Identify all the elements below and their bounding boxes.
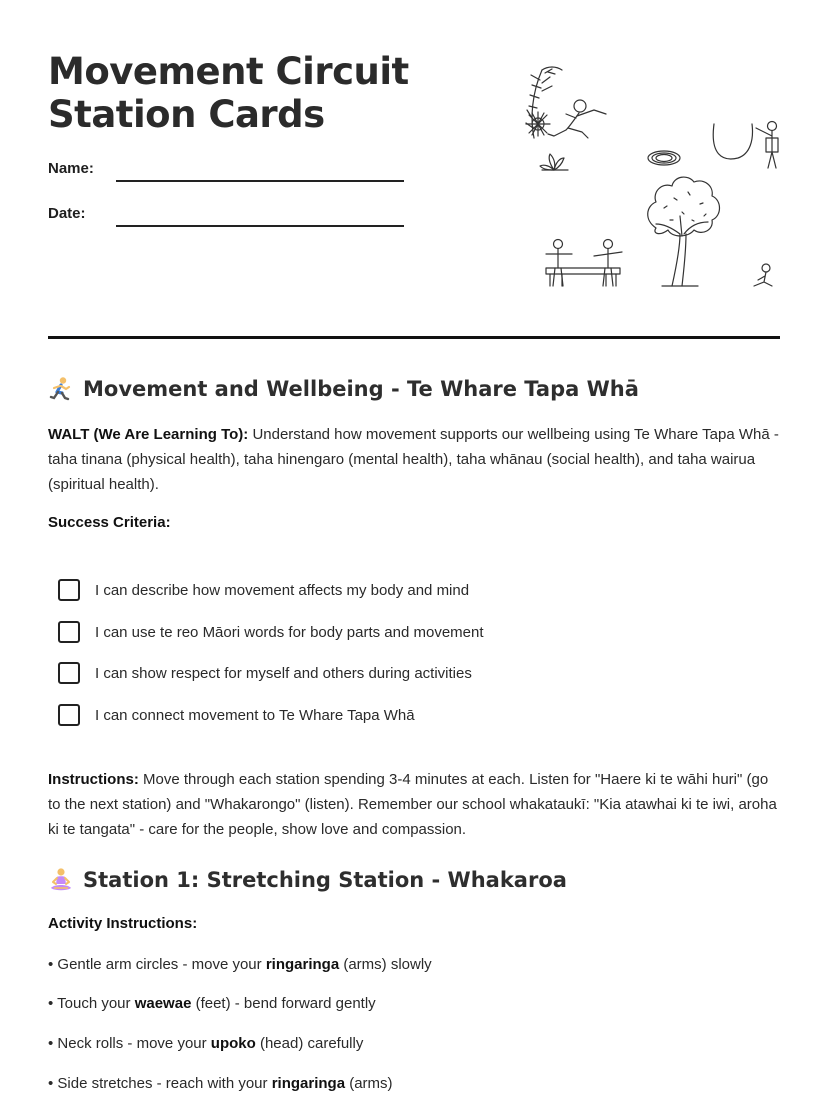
header-divider bbox=[48, 336, 780, 339]
criteria-item[interactable] bbox=[58, 703, 415, 727]
maori-word: upoko bbox=[210, 1035, 256, 1052]
leaping-child-drawing bbox=[548, 100, 606, 138]
tree-drawing bbox=[648, 177, 720, 286]
fern-plant-drawing bbox=[526, 67, 562, 138]
list-item: • Touch your waewae (feet) - bend forward gently bbox=[48, 995, 376, 1012]
criteria-checkbox[interactable] bbox=[58, 662, 80, 684]
hoop-coil-drawing bbox=[648, 151, 680, 165]
walt-text: Understand how movement supports our wellbeing using Te Whare Tapa Whā - taha tinana (physical health), taha hinengaro (mental health), taha whānau (social health), and taha wairua (spiritual health). bbox=[48, 426, 779, 493]
seated-child-drawing bbox=[754, 264, 772, 286]
list-item: • Gentle arm circles - move your ringaringa (arms) slowly bbox=[48, 956, 432, 973]
name-field[interactable] bbox=[48, 160, 404, 190]
walt-paragraph bbox=[48, 422, 780, 497]
maori-word: ringaringa bbox=[265, 956, 340, 973]
person-running-icon bbox=[48, 376, 74, 402]
list-item: • Neck rolls - move your upoko (head) carefully bbox=[48, 1035, 364, 1052]
criteria-item[interactable] bbox=[58, 620, 484, 644]
name-label: Name: bbox=[48, 160, 94, 177]
criteria-text: I can use te reo Māori words for body parts and movement bbox=[95, 623, 484, 641]
station-1-heading-text: Station 1: Stretching Station - Whakaroa bbox=[83, 868, 567, 892]
criteria-checkbox[interactable] bbox=[58, 621, 80, 643]
maori-word: ringaringa bbox=[271, 1075, 346, 1092]
section-heading-text: Movement and Wellbeing - Te Whare Tapa Whā bbox=[83, 377, 639, 401]
person-in-lotus-position-icon bbox=[48, 867, 74, 893]
criteria-item[interactable] bbox=[58, 578, 469, 602]
spiky-flower-drawing bbox=[526, 112, 550, 136]
instructions-paragraph bbox=[48, 767, 780, 842]
small-plant-drawing bbox=[540, 154, 568, 170]
station-1-heading bbox=[48, 866, 780, 894]
instructions-label: Instructions: bbox=[48, 771, 139, 788]
section-heading-wellbeing bbox=[48, 375, 780, 403]
page-title bbox=[48, 50, 468, 136]
criteria-item[interactable] bbox=[58, 661, 472, 685]
success-criteria-label: Success Criteria: bbox=[48, 514, 171, 531]
skipping-rope-child-drawing bbox=[713, 122, 778, 169]
activity-instructions-label: Activity Instructions: bbox=[48, 915, 198, 932]
title-line-1: Movement Circuit bbox=[48, 50, 409, 93]
movement-illustration bbox=[522, 58, 780, 294]
title-line-2: Station Cards bbox=[48, 93, 325, 136]
list-item: • Side stretches - reach with your ringaringa (arms) bbox=[48, 1075, 393, 1092]
walt-label: WALT (We Are Learning To): bbox=[48, 426, 249, 443]
criteria-text: I can show respect for myself and others during activities bbox=[95, 664, 472, 682]
name-write-line[interactable] bbox=[116, 180, 404, 182]
criteria-checkbox[interactable] bbox=[58, 704, 80, 726]
instructions-text: Move through each station spending 3-4 minutes at each. Listen for "Haere ki te wāhi huri" (go to the next station) and "Whakarongo" (listen). Remember our school whakataukī: "Kia atawhai ki te iwi, aroha ki te tangata" - care for the people, show love and compassion. bbox=[48, 771, 777, 838]
date-field[interactable] bbox=[48, 205, 404, 235]
maori-word: waewae bbox=[134, 995, 192, 1012]
date-write-line[interactable] bbox=[116, 225, 404, 227]
criteria-text: I can describe how movement affects my body and mind bbox=[95, 581, 470, 599]
bench-children-drawing bbox=[546, 240, 622, 287]
date-label: Date: bbox=[48, 205, 86, 222]
criteria-text: I can connect movement to Te Whare Tapa Whā bbox=[95, 706, 415, 724]
criteria-checkbox[interactable] bbox=[58, 579, 80, 601]
